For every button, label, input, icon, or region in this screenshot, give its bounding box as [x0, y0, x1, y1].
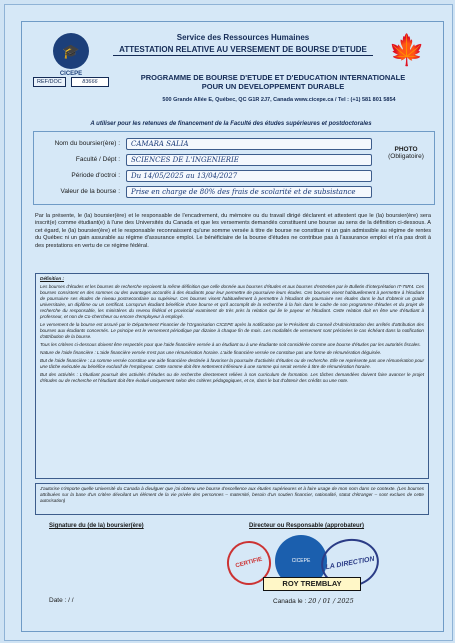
- document-header: [33, 27, 433, 105]
- definition-p1: Les bourses d'études et les bourses de recherche reçoivent la même définition que celle donnée aux bourses d'études et aux bourses d'entretien par le Bulletin d'interprétation IT-75R4. Ces bourses consistent en des sommes ou des avantages accordés à des étudiants pour leur permettre de poursuivre leurs études. Ces bourses visent habituellement à permettre à l'étudiant de poursuivre ses études de niveau postsecondaire ou supérieur. Ces bourses visent habituellement à permettre à l'étudiant de poursuivre ses études dans le but d'obtenir un grade universitaire, un diplôme ou un certificat. Lorsqu'un étudiant bénéficie d'une bourse et qu'il accomplit de la recherche à la fois dans le cadre de son programme d'études et du projet de recherche du responsable, les ministères du revenu fédéral et provincial examinent de très près la relation qui lie le payeur et l'étudiant. Cette relation doit en être une d'étudiant à professeur, et non de Co-chercheur ou encore d'employeur à employé.: [40, 284, 424, 319]
- direction-stamp: LA DIRECTION: [317, 534, 382, 591]
- program-title: PROGRAMME DE BOURSE D'ETUDE ET D'EDUCATION INTERNATIONALE POUR UN DEVELOPPEMENT DURABLE: [140, 73, 406, 91]
- declaration-paragraph: Par la présente, le (la) boursier(ère) et le responsable de l'encadrement, du mémoire ou du travail dirigé déclarent et attestent que le (la) boursier(ère) sera inscrit(e) comme étudiant(e) à l'une des Universités du Canada et que les versements demandés constituent une bourse au sens de la définition ci-dessous. A cet égard, le (la) boursier(ère) et le responsable reconnaissent qu'une somme versée à titre de bourse ne constitue ni un gain admissible au régime de rentes du Québec ni un gain assurable au régime d'assurance emploi. Le bénéficiaire de la bourse d'études ne contribue pas à l'assurance emploi et n'a pas droit à des prestations en vertu de ce régime fédéral.: [35, 213, 431, 249]
- student-date: Date : / /: [49, 597, 74, 604]
- certified-stamp: CERTIFIE: [222, 536, 276, 590]
- usage-notice: A utiliser pour les retenues de financement de la Faculté des études supérieures et postdoctorales: [90, 121, 372, 127]
- director-signature-label: Directeur ou Responsable (approbateur): [249, 523, 365, 529]
- definition-p6: But des activités : L'étudiant poursuit des activités d'études ou de recherche directement reliées à son curriculum de formation. Les tâches demandées doivent faire avancer le projet d'études ou de recherche et l'étudiant doit être évalué uniquement selon des critères pédagogiques, et ce, dans le but d'obtenir des crédits ou une note.: [40, 372, 424, 383]
- logo-label: CICEPE: [59, 71, 83, 77]
- maple-leaf-icon: 🍁: [388, 34, 426, 67]
- definition-p2: Le versement de la bourse est assuré par le Département Financier de l'Organisation CICEPE après la notification par le Président du Conseil d'Administration des arrêtés d'attribution des bourses aux étudiants concernés. Le principe est le versement périodique par dizaine à chaque fin de mois. Les modalités de versement sont précisées le cas échéant dans la notification d'attribution de la bourse.: [40, 322, 424, 339]
- definition-p4: Nature de l'aide financière : L'aide financière versée n'est pas une rémunération horaire. L'aide financière versée ne constitue pas une forme de rémunération déguisée.: [40, 350, 382, 355]
- period-field[interactable]: Du 14/05/2025 au 13/04/2027: [126, 170, 372, 182]
- photo-title: PHOTO: [394, 146, 418, 153]
- name-label: Nom du boursier(ère) :: [54, 140, 120, 147]
- ref-label: REF/DOC: [33, 77, 66, 87]
- graduation-cap-logo-icon: 🎓: [53, 33, 89, 69]
- director-date: [273, 597, 354, 605]
- authorization-box: J'autorise n'importe quelle Université du Canada à divulguer que j'ai obtenu une bourse d'excellence aux études supérieures et à faire usage de mon nom dans ce contexte. (Les bourses attribuées sur la base d'un critère dévoilant un élément de la vie privée des personnes – maternité, besoin d'un soutien financier, nationalité, statut d'étranger – sont exclues de cette autorisation): [35, 483, 429, 515]
- value-label: Valeur de la bourse :: [60, 188, 120, 195]
- attestation-title: ATTESTATION RELATIVE AU VERSEMENT DE BOURSE D'ETUDE: [113, 45, 373, 56]
- signer-name: ROY TREMBLAY: [263, 577, 361, 591]
- student-signature-label: Signature du (de la) boursier(ère): [49, 523, 144, 529]
- definition-p3: Tous les critères ci-dessous doivent être respectés pour que l'aide financière versée à un étudiant ou à une étudiante soit considérée comme une bourse d'études par les autorités fiscales.: [40, 342, 421, 347]
- reference-block: [33, 77, 109, 87]
- definition-p5: But de l'aide financière : La somme versée constitue une aide financière destinée à favoriser la poursuite d'activités d'études ou de recherche. Elle ne représente pas une rémunération pour une tâche exécutée au bénéfice exclusif de l'employeur. Cette somme doit être nettement inférieure à une somme qui serait versée à titre de rémunération horaire.: [40, 358, 424, 369]
- date-right-value: 20 / 01 / 2025: [308, 597, 354, 605]
- value-field[interactable]: Prise en charge de 80% des frais de scolarité et de subsistance: [126, 186, 372, 198]
- date-right-label: Canada le :: [273, 598, 307, 605]
- photo-subtitle: (Obligatoire): [388, 153, 424, 160]
- definitions-box: [35, 273, 429, 479]
- address-line: 500 Grande Allée E, Québec, QC G1R 2J7, Canada www.cicepe.ca / Tel : (+1) 581 801 5854: [162, 97, 396, 103]
- photo-placeholder: [382, 146, 430, 160]
- ref-number: 83666: [71, 77, 108, 87]
- name-field[interactable]: CAMARA SALIA: [126, 138, 372, 150]
- service-title: Service des Ressources Humaines: [176, 33, 310, 42]
- period-label: Période d'octroi :: [71, 172, 120, 179]
- organization-seal: CICEPE: [275, 535, 327, 587]
- faculty-label: Faculté / Dépt :: [75, 156, 120, 163]
- document-page: [4, 4, 453, 641]
- definitions-title: Définition :: [40, 276, 64, 281]
- recipient-form: [33, 131, 435, 205]
- faculty-field[interactable]: SCIENCES DE L'INGENIERIE: [126, 154, 372, 166]
